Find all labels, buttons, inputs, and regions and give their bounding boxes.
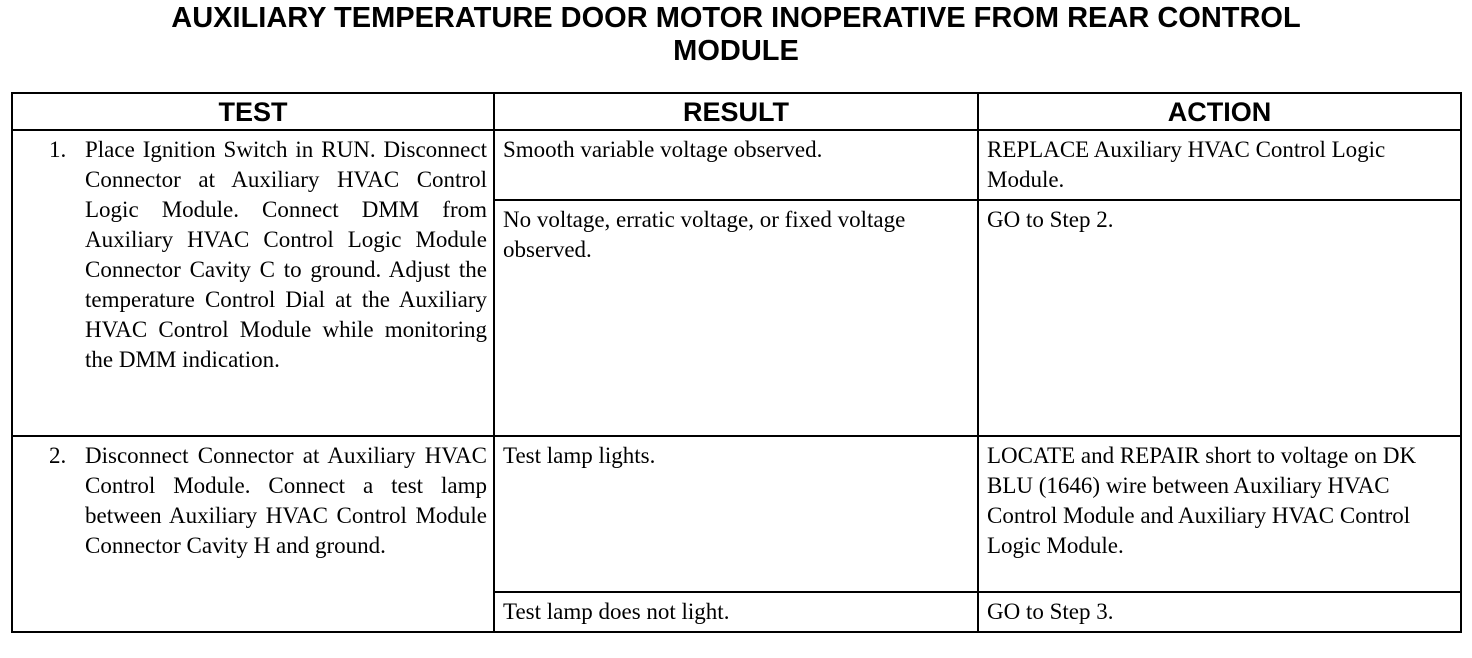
step-number: 1. [49,137,67,162]
action-column-header: ACTION [978,93,1461,130]
test-text: Place Ignition Switch in RUN. Disconnect Connector at Auxiliary HVAC Control Logic Module. Connect DMM from Auxiliary HVAC Control Logic Module Connector Cavity C to ground. Adjust the temperature Control Dial at the Auxiliary HVAC Control Module while monitoring the DMM indication. [85,137,487,372]
title-line-2: MODULE [673,35,799,67]
result-cell: No voltage, erratic voltage, or fixed voltage observed. [494,200,978,436]
step-number: 2. [49,443,67,468]
action-cell: GO to Step 2. [978,200,1461,436]
test-cell-step-1 [12,130,494,436]
result-cell: Test lamp lights. [494,436,978,592]
page-title [0,2,1472,68]
header-row [12,93,1461,130]
diagnostic-table [11,92,1462,633]
action-cell: REPLACE Auxiliary HVAC Control Logic Module. [978,130,1461,200]
test-column-header: TEST [12,93,494,130]
test-text: Disconnect Connector at Auxiliary HVAC Control Module. Connect a test lamp between Auxiliary HVAC Control Module Connector Cavity H and ground. [85,443,487,558]
table-row [12,130,1461,200]
title-line-1: AUXILIARY TEMPERATURE DOOR MOTOR INOPERATIVE FROM REAR CONTROL [171,2,1301,34]
test-cell-step-2 [12,436,494,632]
result-cell: Test lamp does not light. [494,592,978,632]
result-cell: Smooth variable voltage observed. [494,130,978,200]
action-cell: GO to Step 3. [978,592,1461,632]
result-column-header: RESULT [494,93,978,130]
table-row [12,436,1461,592]
action-cell: LOCATE and REPAIR short to voltage on DK BLU (1646) wire between Auxiliary HVAC Control Module and Auxiliary HVAC Control Logic Module. [978,436,1461,592]
